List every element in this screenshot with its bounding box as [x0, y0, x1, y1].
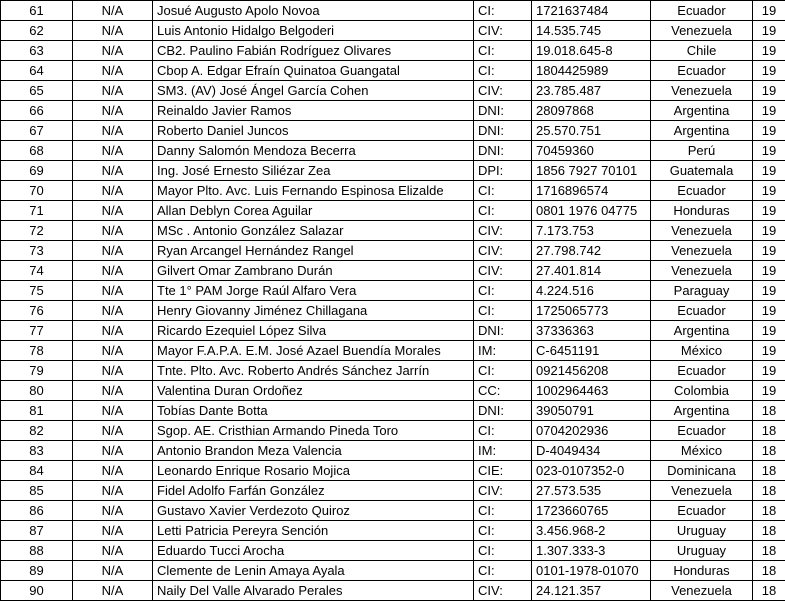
- country-cell: Ecuador: [651, 501, 753, 521]
- age-cell: 19: [753, 361, 785, 381]
- na-cell: N/A: [73, 341, 153, 361]
- na-cell: N/A: [73, 261, 153, 281]
- na-cell: N/A: [73, 101, 153, 121]
- country-cell: Venezuela: [651, 81, 753, 101]
- id-type-cell: CIV:: [474, 261, 532, 281]
- roster-table-body: [1, 1, 785, 601]
- table-row: [1, 161, 785, 181]
- na-cell: N/A: [73, 241, 153, 261]
- na-cell: N/A: [73, 441, 153, 461]
- age-cell: 19: [753, 321, 785, 341]
- row-number-cell: 73: [1, 241, 73, 261]
- na-cell: N/A: [73, 121, 153, 141]
- table-row: [1, 521, 785, 541]
- id-type-cell: CIV:: [474, 481, 532, 501]
- row-number-cell: 67: [1, 121, 73, 141]
- age-cell: 18: [753, 581, 785, 601]
- row-number-cell: 87: [1, 521, 73, 541]
- na-cell: N/A: [73, 221, 153, 241]
- age-cell: 19: [753, 121, 785, 141]
- country-cell: Argentina: [651, 121, 753, 141]
- country-cell: Paraguay: [651, 281, 753, 301]
- na-cell: N/A: [73, 361, 153, 381]
- id-type-cell: CI:: [474, 181, 532, 201]
- age-cell: 19: [753, 201, 785, 221]
- country-cell: Ecuador: [651, 421, 753, 441]
- age-cell: 19: [753, 261, 785, 281]
- table-row: [1, 221, 785, 241]
- country-cell: Guatemala: [651, 161, 753, 181]
- id-type-cell: IM:: [474, 441, 532, 461]
- age-cell: 18: [753, 561, 785, 581]
- id-type-cell: CI:: [474, 501, 532, 521]
- country-cell: Ecuador: [651, 361, 753, 381]
- id-type-cell: CIV:: [474, 21, 532, 41]
- country-cell: Argentina: [651, 321, 753, 341]
- age-cell: 18: [753, 521, 785, 541]
- id-type-cell: CI:: [474, 361, 532, 381]
- na-cell: N/A: [73, 461, 153, 481]
- id-type-cell: CI:: [474, 41, 532, 61]
- name-cell: Reinaldo Javier Ramos: [153, 101, 474, 121]
- id-number-cell: 7.173.753: [532, 221, 651, 241]
- id-type-cell: CI:: [474, 421, 532, 441]
- id-number-cell: 24.121.357: [532, 581, 651, 601]
- row-number-cell: 72: [1, 221, 73, 241]
- name-cell: Eduardo Tucci Arocha: [153, 541, 474, 561]
- id-number-cell: 27.401.814: [532, 261, 651, 281]
- na-cell: N/A: [73, 541, 153, 561]
- age-cell: 19: [753, 161, 785, 181]
- table-row: [1, 101, 785, 121]
- country-cell: Honduras: [651, 201, 753, 221]
- name-cell: Valentina Duran Ordoñez: [153, 381, 474, 401]
- row-number-cell: 82: [1, 421, 73, 441]
- table-row: [1, 21, 785, 41]
- age-cell: 19: [753, 1, 785, 21]
- row-number-cell: 75: [1, 281, 73, 301]
- table-row: [1, 141, 785, 161]
- row-number-cell: 80: [1, 381, 73, 401]
- na-cell: N/A: [73, 501, 153, 521]
- na-cell: N/A: [73, 581, 153, 601]
- id-type-cell: DNI:: [474, 141, 532, 161]
- table-row: [1, 381, 785, 401]
- country-cell: Venezuela: [651, 261, 753, 281]
- name-cell: Sgop. AE. Cristhian Armando Pineda Toro: [153, 421, 474, 441]
- country-cell: México: [651, 341, 753, 361]
- row-number-cell: 74: [1, 261, 73, 281]
- table-row: [1, 541, 785, 561]
- country-cell: Venezuela: [651, 241, 753, 261]
- row-number-cell: 62: [1, 21, 73, 41]
- age-cell: 18: [753, 541, 785, 561]
- id-number-cell: 37336363: [532, 321, 651, 341]
- age-cell: 18: [753, 481, 785, 501]
- na-cell: N/A: [73, 561, 153, 581]
- table-row: [1, 241, 785, 261]
- name-cell: Antonio Brandon Meza Valencia: [153, 441, 474, 461]
- na-cell: N/A: [73, 321, 153, 341]
- table-row: [1, 321, 785, 341]
- na-cell: N/A: [73, 301, 153, 321]
- row-number-cell: 83: [1, 441, 73, 461]
- name-cell: Mayor F.A.P.A. E.M. José Azael Buendía Morales: [153, 341, 474, 361]
- id-number-cell: 4.224.516: [532, 281, 651, 301]
- name-cell: Tte 1° PAM Jorge Raúl Alfaro Vera: [153, 281, 474, 301]
- row-number-cell: 68: [1, 141, 73, 161]
- id-number-cell: 1721637484: [532, 1, 651, 21]
- row-number-cell: 77: [1, 321, 73, 341]
- name-cell: Mayor Plto. Avc. Luis Fernando Espinosa Elizalde: [153, 181, 474, 201]
- row-number-cell: 79: [1, 361, 73, 381]
- id-type-cell: CI:: [474, 61, 532, 81]
- table-row: [1, 561, 785, 581]
- name-cell: SM3. (AV) José Ángel García Cohen: [153, 81, 474, 101]
- country-cell: Uruguay: [651, 521, 753, 541]
- name-cell: Clemente de Lenin Amaya Ayala: [153, 561, 474, 581]
- id-number-cell: 39050791: [532, 401, 651, 421]
- id-number-cell: 28097868: [532, 101, 651, 121]
- table-row: [1, 361, 785, 381]
- na-cell: N/A: [73, 201, 153, 221]
- country-cell: México: [651, 441, 753, 461]
- id-type-cell: CI:: [474, 561, 532, 581]
- na-cell: N/A: [73, 141, 153, 161]
- id-type-cell: CI:: [474, 281, 532, 301]
- country-cell: Venezuela: [651, 581, 753, 601]
- id-type-cell: CIE:: [474, 461, 532, 481]
- row-number-cell: 66: [1, 101, 73, 121]
- name-cell: MSc . Antonio González Salazar: [153, 221, 474, 241]
- row-number-cell: 86: [1, 501, 73, 521]
- table-row: [1, 501, 785, 521]
- id-type-cell: IM:: [474, 341, 532, 361]
- id-type-cell: CIV:: [474, 81, 532, 101]
- id-number-cell: 0921456208: [532, 361, 651, 381]
- name-cell: Allan Deblyn Corea Aguilar: [153, 201, 474, 221]
- id-type-cell: CIV:: [474, 241, 532, 261]
- id-number-cell: 27.573.535: [532, 481, 651, 501]
- id-type-cell: CI:: [474, 1, 532, 21]
- name-cell: Naily Del Valle Alvarado Perales: [153, 581, 474, 601]
- id-number-cell: 70459360: [532, 141, 651, 161]
- country-cell: Honduras: [651, 561, 753, 581]
- na-cell: N/A: [73, 481, 153, 501]
- age-cell: 19: [753, 101, 785, 121]
- country-cell: Venezuela: [651, 481, 753, 501]
- table-row: [1, 121, 785, 141]
- id-type-cell: CIV:: [474, 581, 532, 601]
- name-cell: Henry Giovanny Jiménez Chillagana: [153, 301, 474, 321]
- name-cell: Cbop A. Edgar Efraín Quinatoa Guangatal: [153, 61, 474, 81]
- row-number-cell: 63: [1, 41, 73, 61]
- age-cell: 18: [753, 401, 785, 421]
- age-cell: 19: [753, 141, 785, 161]
- na-cell: N/A: [73, 1, 153, 21]
- country-cell: Argentina: [651, 101, 753, 121]
- id-type-cell: DNI:: [474, 101, 532, 121]
- table-row: [1, 181, 785, 201]
- table-row: [1, 421, 785, 441]
- name-cell: CB2. Paulino Fabián Rodríguez Olivares: [153, 41, 474, 61]
- age-cell: 19: [753, 41, 785, 61]
- name-cell: Tobías Dante Botta: [153, 401, 474, 421]
- table-row: [1, 301, 785, 321]
- id-type-cell: DNI:: [474, 321, 532, 341]
- id-number-cell: C-6451191: [532, 341, 651, 361]
- age-cell: 18: [753, 421, 785, 441]
- id-number-cell: 25.570.751: [532, 121, 651, 141]
- row-number-cell: 71: [1, 201, 73, 221]
- na-cell: N/A: [73, 61, 153, 81]
- age-cell: 18: [753, 501, 785, 521]
- id-number-cell: 23.785.487: [532, 81, 651, 101]
- country-cell: Dominicana: [651, 461, 753, 481]
- row-number-cell: 69: [1, 161, 73, 181]
- id-type-cell: DNI:: [474, 401, 532, 421]
- country-cell: Ecuador: [651, 301, 753, 321]
- name-cell: Roberto Daniel Juncos: [153, 121, 474, 141]
- table-row: [1, 441, 785, 461]
- row-number-cell: 76: [1, 301, 73, 321]
- country-cell: Perú: [651, 141, 753, 161]
- table-row: [1, 81, 785, 101]
- id-number-cell: 14.535.745: [532, 21, 651, 41]
- table-row: [1, 1, 785, 21]
- name-cell: Ricardo Ezequiel López Silva: [153, 321, 474, 341]
- na-cell: N/A: [73, 41, 153, 61]
- id-number-cell: 1725065773: [532, 301, 651, 321]
- id-number-cell: D-4049434: [532, 441, 651, 461]
- country-cell: Ecuador: [651, 181, 753, 201]
- age-cell: 19: [753, 81, 785, 101]
- age-cell: 19: [753, 341, 785, 361]
- id-type-cell: CI:: [474, 301, 532, 321]
- row-number-cell: 61: [1, 1, 73, 21]
- name-cell: Gilvert Omar Zambrano Durán: [153, 261, 474, 281]
- name-cell: Josué Augusto Apolo Novoa: [153, 1, 474, 21]
- name-cell: Tnte. Plto. Avc. Roberto Andrés Sánchez Jarrín: [153, 361, 474, 381]
- id-number-cell: 0801 1976 04775: [532, 201, 651, 221]
- na-cell: N/A: [73, 421, 153, 441]
- name-cell: Letti Patricia Pereyra Sención: [153, 521, 474, 541]
- age-cell: 19: [753, 241, 785, 261]
- country-cell: Ecuador: [651, 1, 753, 21]
- na-cell: N/A: [73, 161, 153, 181]
- id-number-cell: 3.456.968-2: [532, 521, 651, 541]
- id-number-cell: 0704202936: [532, 421, 651, 441]
- table-row: [1, 261, 785, 281]
- age-cell: 19: [753, 21, 785, 41]
- na-cell: N/A: [73, 401, 153, 421]
- table-row: [1, 41, 785, 61]
- country-cell: Venezuela: [651, 21, 753, 41]
- na-cell: N/A: [73, 521, 153, 541]
- id-type-cell: CC:: [474, 381, 532, 401]
- id-type-cell: CIV:: [474, 221, 532, 241]
- name-cell: Ryan Arcangel Hernández Rangel: [153, 241, 474, 261]
- table-row: [1, 481, 785, 501]
- row-number-cell: 90: [1, 581, 73, 601]
- name-cell: Luis Antonio Hidalgo Belgoderi: [153, 21, 474, 41]
- id-type-cell: CI:: [474, 201, 532, 221]
- table-row: [1, 281, 785, 301]
- row-number-cell: 85: [1, 481, 73, 501]
- table-row: [1, 581, 785, 601]
- table-row: [1, 401, 785, 421]
- na-cell: N/A: [73, 381, 153, 401]
- age-cell: 18: [753, 461, 785, 481]
- na-cell: N/A: [73, 181, 153, 201]
- na-cell: N/A: [73, 281, 153, 301]
- table-row: [1, 61, 785, 81]
- id-number-cell: 1723660765: [532, 501, 651, 521]
- name-cell: Danny Salomón Mendoza Becerra: [153, 141, 474, 161]
- id-number-cell: 1716896574: [532, 181, 651, 201]
- row-number-cell: 64: [1, 61, 73, 81]
- age-cell: 19: [753, 281, 785, 301]
- age-cell: 19: [753, 221, 785, 241]
- row-number-cell: 84: [1, 461, 73, 481]
- id-number-cell: 1002964463: [532, 381, 651, 401]
- na-cell: N/A: [73, 81, 153, 101]
- name-cell: Leonardo Enrique Rosario Mojica: [153, 461, 474, 481]
- name-cell: Ing. José Ernesto Siliézar Zea: [153, 161, 474, 181]
- id-number-cell: 1.307.333-3: [532, 541, 651, 561]
- age-cell: 19: [753, 381, 785, 401]
- table-row: [1, 461, 785, 481]
- row-number-cell: 78: [1, 341, 73, 361]
- country-cell: Chile: [651, 41, 753, 61]
- row-number-cell: 70: [1, 181, 73, 201]
- row-number-cell: 89: [1, 561, 73, 581]
- row-number-cell: 88: [1, 541, 73, 561]
- id-number-cell: 1856 7927 70101: [532, 161, 651, 181]
- age-cell: 19: [753, 61, 785, 81]
- name-cell: Fidel Adolfo Farfán González: [153, 481, 474, 501]
- age-cell: 19: [753, 301, 785, 321]
- row-number-cell: 81: [1, 401, 73, 421]
- id-type-cell: DPI:: [474, 161, 532, 181]
- country-cell: Uruguay: [651, 541, 753, 561]
- name-cell: Gustavo Xavier Verdezoto Quiroz: [153, 501, 474, 521]
- id-number-cell: 1804425989: [532, 61, 651, 81]
- id-number-cell: 27.798.742: [532, 241, 651, 261]
- id-number-cell: 19.018.645-8: [532, 41, 651, 61]
- age-cell: 19: [753, 181, 785, 201]
- country-cell: Venezuela: [651, 221, 753, 241]
- na-cell: N/A: [73, 21, 153, 41]
- country-cell: Ecuador: [651, 61, 753, 81]
- country-cell: Argentina: [651, 401, 753, 421]
- age-cell: 18: [753, 441, 785, 461]
- id-type-cell: CI:: [474, 521, 532, 541]
- id-type-cell: CI:: [474, 541, 532, 561]
- id-number-cell: 0101-1978-01070: [532, 561, 651, 581]
- id-number-cell: 023-0107352-0: [532, 461, 651, 481]
- table-row: [1, 341, 785, 361]
- country-cell: Colombia: [651, 381, 753, 401]
- table-row: [1, 201, 785, 221]
- row-number-cell: 65: [1, 81, 73, 101]
- id-type-cell: DNI:: [474, 121, 532, 141]
